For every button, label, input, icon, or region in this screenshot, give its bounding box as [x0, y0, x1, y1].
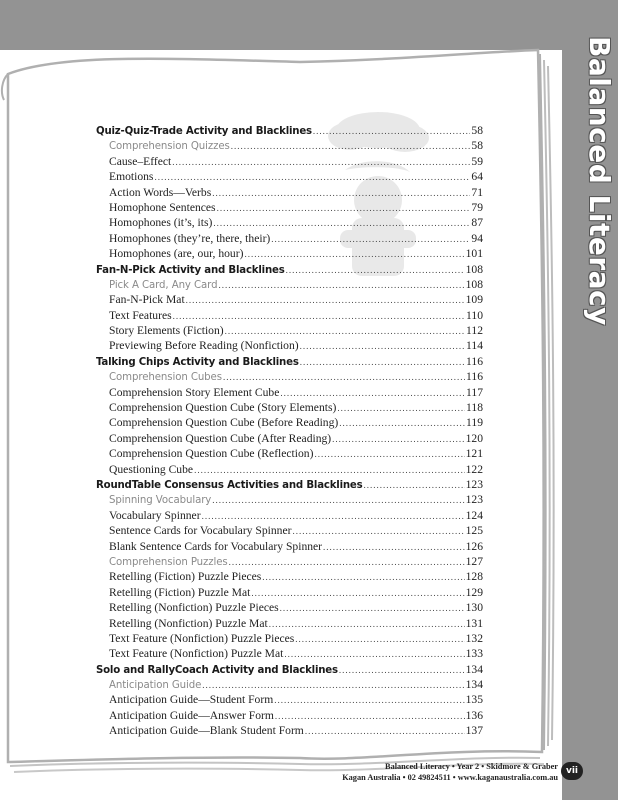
toc-leader-dots [186, 295, 465, 305]
toc-leader-dots [212, 495, 464, 505]
toc-page-number: 101 [465, 247, 483, 261]
toc-leader-dots [154, 172, 470, 182]
toc-entry-title: Comprehension Question Cube (Before Reading) [109, 416, 339, 430]
toc-entry [96, 586, 483, 601]
toc-entry [96, 339, 483, 354]
toc-leader-dots [202, 511, 465, 521]
toc-entry-title: Text Feature (Nonfiction) Puzzle Mat [109, 647, 284, 661]
toc-entry-title: Text Features [109, 308, 172, 322]
toc-leader-dots [172, 157, 470, 167]
toc-page-number: 135 [465, 693, 483, 707]
toc-leader-dots [339, 665, 465, 675]
toc-leader-dots [274, 695, 464, 705]
page-number-badge: vii [561, 762, 583, 780]
toc-entry-title: Solo and RallyCoach Activity and Blacklines [96, 664, 338, 676]
toc-entry-title: Retelling (Fiction) Puzzle Pieces [109, 570, 262, 584]
toc-leader-dots [339, 418, 465, 428]
toc-entry-title: Action Words—Verbs [109, 185, 212, 199]
toc-entry [96, 155, 483, 170]
toc-leader-dots [217, 203, 471, 213]
toc-entry-title: Homophones (it’s, its) [109, 216, 213, 230]
toc-page-number: 137 [465, 724, 483, 738]
toc-subheading [96, 493, 483, 508]
toc-leader-dots [286, 265, 465, 275]
toc-page-number: 127 [465, 554, 483, 568]
table-of-contents [96, 124, 483, 740]
toc-page-number: 134 [465, 678, 483, 692]
toc-entry-title: Retelling (Nonfiction) Puzzle Pieces [109, 601, 279, 615]
toc-entry-title: Quiz-Quiz-Trade Activity and Blacklines [96, 126, 312, 137]
toc-leader-dots [323, 542, 465, 552]
toc-leader-dots [218, 280, 464, 290]
toc-entry-title: RoundTable Consensus Activities and Blacklines [96, 479, 363, 491]
toc-entry-title: Homophone Sentences [109, 200, 216, 214]
toc-entry-title: Comprehension Story Element Cube [109, 385, 280, 399]
footer [342, 761, 558, 783]
toc-entry [96, 186, 483, 201]
footer-contact: Kagan Australia • 02 49824511 • www.kaganaustralia.com.au [342, 773, 558, 782]
toc-subheading [96, 370, 483, 385]
toc-leader-dots [231, 141, 471, 151]
toc-leader-dots [295, 634, 464, 644]
toc-entry-title: Cause–Effect [109, 154, 172, 168]
toc-leader-dots [223, 372, 465, 382]
toc-page-number: 58 [471, 124, 483, 137]
toc-entry-title: Pick A Card, Any Card [109, 279, 218, 291]
toc-entry-title: Anticipation Guide—Student Form [109, 693, 274, 707]
toc-page-number: 120 [465, 431, 483, 445]
toc-entry-title: Emotions [109, 170, 154, 184]
toc-entry [96, 247, 483, 262]
toc-entry [96, 601, 483, 616]
toc-entry-title: Sentence Cards for Vocabulary Spinner [109, 524, 292, 538]
toc-entry-title: Comprehension Question Cube (Reflection) [109, 447, 314, 461]
toc-page-number: 123 [465, 477, 483, 491]
toc-page-number: 130 [465, 601, 483, 615]
toc-page-number: 121 [465, 447, 483, 461]
toc-page-number: 134 [465, 662, 483, 676]
toc-entry-title: Anticipation Guide—Answer Form [109, 708, 274, 722]
toc-section-heading [96, 478, 483, 493]
toc-leader-dots [305, 726, 465, 736]
toc-page-number: 94 [471, 231, 483, 245]
toc-page-number: 118 [466, 401, 483, 415]
toc-leader-dots [284, 649, 464, 659]
toc-page-number: 116 [466, 354, 483, 368]
toc-leader-dots [225, 326, 465, 336]
toc-entry-title: Comprehension Quizzes [109, 141, 230, 153]
toc-leader-dots [251, 588, 464, 598]
toc-entry [96, 309, 483, 324]
toc-entry-title: Previewing Before Reading (Nonfiction) [109, 339, 299, 353]
toc-page-number: 119 [466, 416, 483, 430]
toc-leader-dots [313, 126, 471, 136]
toc-entry [96, 216, 483, 231]
side-title: Balanced Literacy [583, 36, 616, 326]
toc-entry [96, 201, 483, 216]
toc-leader-dots [364, 480, 465, 490]
toc-entry [96, 416, 483, 431]
toc-leader-dots [292, 526, 464, 536]
toc-leader-dots [275, 711, 465, 721]
toc-page-number: 132 [465, 631, 483, 645]
toc-page-number: 116 [466, 370, 483, 384]
toc-page-number: 129 [465, 585, 483, 599]
toc-page-number: 133 [465, 647, 483, 661]
toc-leader-dots [229, 557, 465, 567]
toc-entry [96, 632, 483, 647]
toc-page-number: 87 [471, 216, 483, 230]
toc-entry-title: Retelling (Fiction) Puzzle Mat [109, 585, 251, 599]
toc-page-number: 122 [465, 462, 483, 476]
toc-page-number: 123 [465, 493, 483, 507]
toc-page-number: 108 [465, 277, 483, 291]
toc-page-number: 131 [465, 616, 483, 630]
toc-leader-dots [280, 388, 465, 398]
toc-page-number: 117 [466, 385, 483, 399]
toc-entry [96, 232, 483, 247]
toc-page-number: 109 [465, 293, 483, 307]
toc-page-number: 114 [466, 339, 483, 353]
toc-leader-dots [173, 311, 465, 321]
toc-entry-title: Fan-N-Pick Activity and Blacklines [96, 264, 285, 276]
toc-entry-title: Text Feature (Nonfiction) Puzzle Pieces [109, 631, 295, 645]
toc-entry-title: Talking Chips Activity and Blacklines [96, 356, 299, 368]
toc-entry [96, 463, 483, 478]
toc-entry-title: Homophones (they’re, there, their) [109, 231, 271, 245]
toc-entry-title: Comprehension Question Cube (After Reading) [109, 431, 332, 445]
toc-entry [96, 509, 483, 524]
toc-section-heading [96, 263, 483, 278]
toc-leader-dots [332, 434, 464, 444]
toc-leader-dots [337, 403, 465, 413]
toc-entry [96, 709, 483, 724]
toc-entry-title: Story Elements (Fiction) [109, 324, 224, 338]
toc-section-heading [96, 663, 483, 678]
toc-entry-title: Blank Sentence Cards for Vocabulary Spinner [109, 539, 323, 553]
toc-entry-title: Questioning Cube [109, 462, 194, 476]
toc-page-number: 79 [471, 200, 483, 214]
toc-page-number: 136 [465, 708, 483, 722]
toc-page-number: 126 [465, 539, 483, 553]
toc-entry-title: Anticipation Guide [109, 680, 202, 692]
toc-entry-title: Anticipation Guide—Blank Student Form [109, 724, 304, 738]
toc-page-number: 112 [466, 324, 483, 338]
toc-subheading [96, 678, 483, 693]
toc-page-number: 71 [471, 185, 483, 199]
toc-subheading [96, 555, 483, 570]
toc-page-number: 128 [465, 570, 483, 584]
toc-subheading [96, 139, 483, 154]
toc-entry-title: Spinning Vocabulary [109, 495, 212, 507]
toc-entry [96, 647, 483, 662]
toc-entry [96, 386, 483, 401]
toc-leader-dots [202, 680, 464, 690]
toc-page-number: 110 [466, 308, 483, 322]
toc-entry [96, 170, 483, 185]
toc-entry [96, 401, 483, 416]
toc-entry-title: Retelling (Nonfiction) Puzzle Mat [109, 616, 268, 630]
toc-entry [96, 724, 483, 739]
toc-entry-title: Vocabulary Spinner [109, 508, 201, 522]
toc-entry [96, 524, 483, 539]
toc-entry-title: Fan-N-Pick Mat [109, 293, 185, 307]
toc-entry [96, 293, 483, 308]
toc-entry-title: Comprehension Cubes [109, 372, 222, 384]
toc-leader-dots [300, 341, 465, 351]
toc-entry [96, 693, 483, 708]
toc-leader-dots [262, 572, 464, 582]
toc-page-number: 58 [471, 139, 483, 153]
toc-leader-dots [300, 357, 465, 367]
toc-entry [96, 570, 483, 585]
toc-entry [96, 324, 483, 339]
footer-credit: Balanced Literacy • Year 2 • Skidmore & Graber [385, 762, 558, 771]
toc-leader-dots [244, 249, 464, 259]
toc-entry-title: Comprehension Puzzles [109, 556, 228, 568]
toc-page-number: 59 [471, 154, 483, 168]
toc-subheading [96, 278, 483, 293]
toc-section-heading [96, 355, 483, 370]
toc-leader-dots [280, 603, 465, 613]
toc-page-number: 124 [465, 508, 483, 522]
toc-leader-dots [212, 188, 470, 198]
toc-page-number: 125 [465, 524, 483, 538]
toc-leader-dots [314, 449, 464, 459]
toc-entry [96, 447, 483, 462]
toc-entry [96, 432, 483, 447]
toc-page-number: 64 [471, 170, 483, 184]
toc-entry [96, 617, 483, 632]
toc-entry-title: Comprehension Question Cube (Story Elements) [109, 401, 337, 415]
toc-leader-dots [213, 218, 470, 228]
toc-leader-dots [194, 465, 465, 475]
toc-page-number: 108 [465, 262, 483, 276]
toc-leader-dots [271, 234, 470, 244]
toc-entry [96, 540, 483, 555]
toc-entry-title: Homophones (are, our, hour) [109, 247, 244, 261]
toc-leader-dots [269, 619, 465, 629]
toc-section-heading [96, 124, 483, 139]
